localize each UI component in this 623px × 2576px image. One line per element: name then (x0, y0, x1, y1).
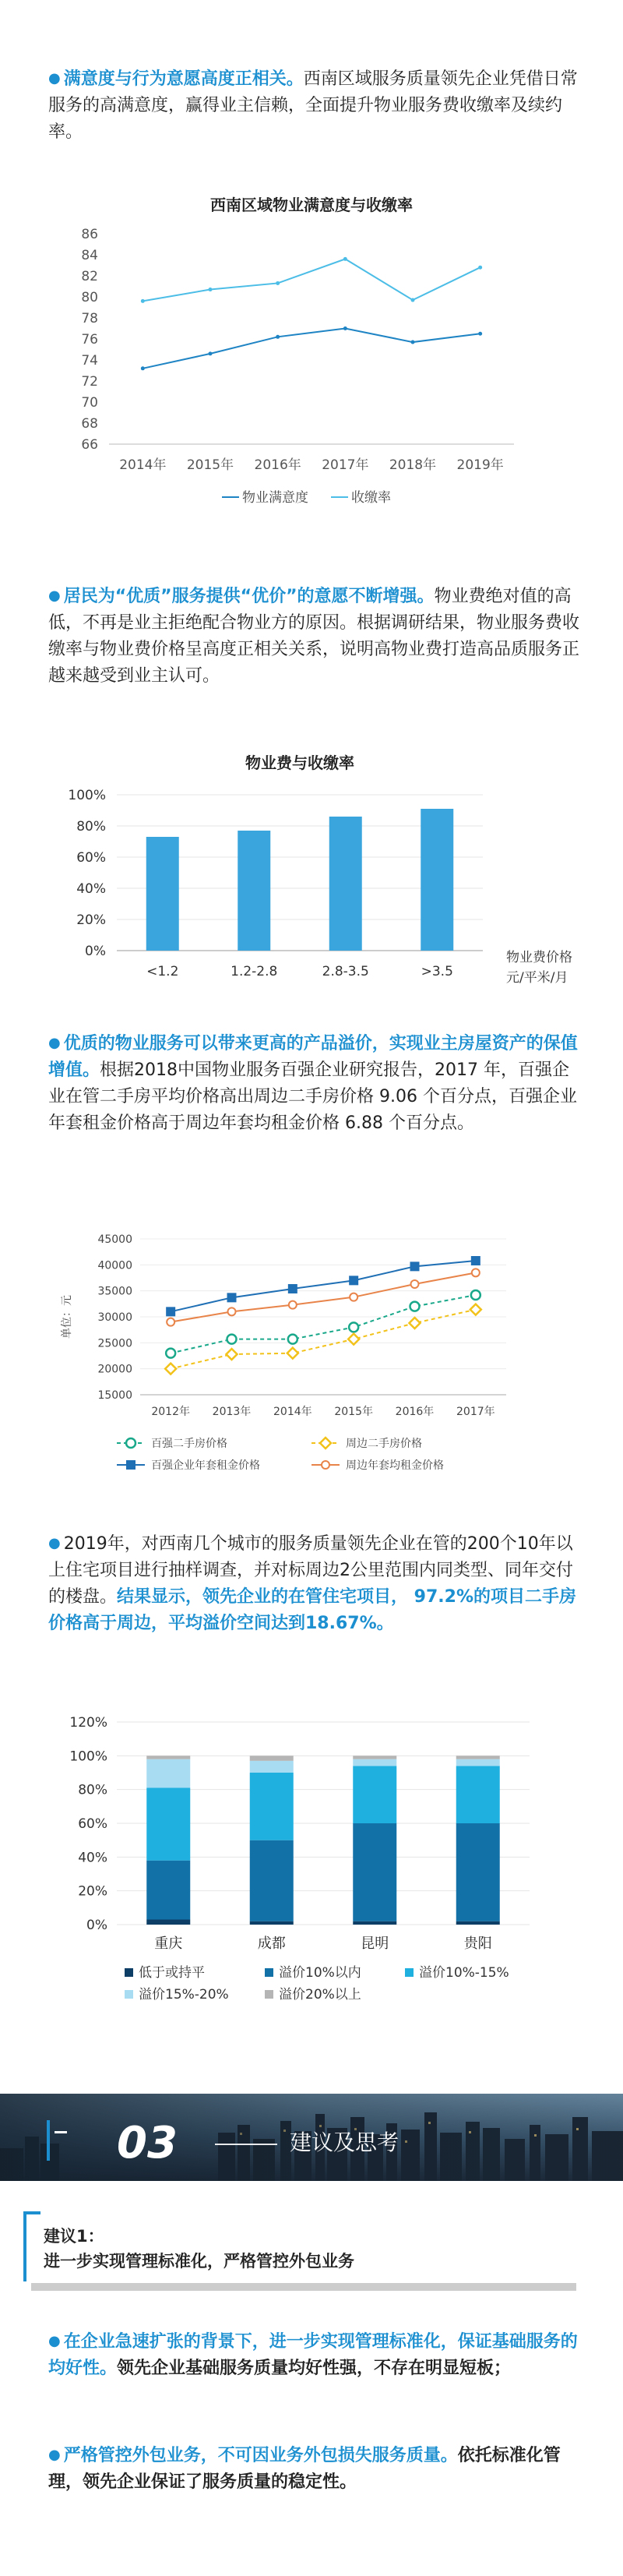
legend-label: 低于或持平 (139, 1965, 205, 1981)
section1-highlight: 满意度与行为意愿高度正相关。 (63, 69, 304, 89)
section4-text: 2019年，对西南几个城市的服务质量领先企业在管的200个10年以上住宅项目进行抽样调查，并对标周边2公里范围内同类型、同年交付的楼盘。 (48, 1534, 573, 1607)
bullet-2-text: 依托标准化管理，领先企业保证了服务质量的稳定性。 (48, 2446, 561, 2492)
bar (146, 837, 179, 951)
x-tick-label: 2017年 (322, 457, 369, 473)
x-tick-label: 2016年 (254, 457, 301, 473)
y-tick-label: 60% (76, 850, 106, 866)
bar-segment (250, 1921, 294, 1925)
x-tick-label: 2018年 (389, 457, 437, 473)
y-tick-label: 20% (78, 1883, 107, 1900)
y-tick-label: 86 (81, 227, 98, 242)
legend-swatch (125, 1990, 133, 1999)
section2-highlight: 居民为“优质”服务提供“优价”的意愿不断增强。 (63, 587, 435, 606)
y-tick-label: 30000 (97, 1311, 132, 1324)
x-tick-label: 2014年 (273, 1406, 312, 1418)
data-point (209, 288, 213, 291)
data-point (478, 266, 482, 270)
legend-label: 收缴率 (351, 490, 391, 506)
marker-circle (126, 1438, 136, 1448)
marker-square (410, 1262, 420, 1271)
bar (329, 817, 362, 951)
series-line-2 (143, 259, 480, 301)
x-tick-label: 2.8-3.5 (322, 964, 369, 979)
banner-title: 建议及思考 (290, 2130, 399, 2155)
y-tick-label: 20000 (97, 1363, 132, 1376)
section1-text: 西南区域服务质量领先企业凭借日常服务的高满意度，赢得业主信赖，全面提升物业服务费收缴率及续约率。 (48, 69, 578, 142)
marker-circle (349, 1322, 358, 1332)
bullet-1-highlight: 在企业急速扩张的背景下，进一步实现管理标准化，保证基础服务的均好性。 (48, 2332, 578, 2378)
legend-label: 溢价10%以内 (279, 1965, 361, 1981)
marker-dot (228, 1307, 236, 1315)
series-line-1 (171, 1295, 476, 1353)
suggestion-box (23, 2211, 578, 2292)
section3-text: 根据2018中国物业服务百强企业研究报告，2017 年，百强企业在管二手房平均价格高出周边二手房价格 9.06 个百分点，百强企业年套租金价格高于周边年套均租金价格 6.88 个百分点。 (48, 1060, 577, 1133)
legend-label: 百强二手房价格 (151, 1438, 227, 1450)
legend-swatch (265, 1968, 273, 1977)
bar-segment (146, 1756, 190, 1759)
marker-square (349, 1276, 358, 1285)
bar (238, 831, 270, 951)
legend-label: 周边二手房价格 (346, 1438, 422, 1450)
legend-label: 物业满意度 (242, 490, 308, 506)
data-point (276, 335, 280, 339)
y-tick-label: 66 (81, 437, 98, 453)
bar-segment (146, 1920, 190, 1925)
y-tick-label: 68 (81, 416, 98, 432)
marker-dot (322, 1461, 329, 1469)
legend-swatch (265, 1990, 273, 1999)
series-line-2 (171, 1310, 476, 1369)
marker-diamond (320, 1438, 331, 1449)
legend-label: 百强企业年套租金价格 (151, 1459, 260, 1472)
y-tick-label: 45000 (97, 1233, 132, 1246)
bar-segment (456, 1766, 500, 1823)
y-tick-label: 80 (81, 290, 98, 305)
bar-segment (353, 1766, 396, 1823)
series-line-1 (143, 329, 480, 369)
bullet-dot-icon: ● (48, 2333, 61, 2349)
city-skyline-image (0, 2094, 623, 2181)
bullet-dot-icon: ● (48, 1535, 61, 1551)
y-tick-label: 100% (69, 1749, 107, 1765)
x-tick-label: 2016年 (395, 1406, 435, 1418)
bullet-2-highlight: 严格管控外包业务，不可因业务外包损失服务质量。 (63, 2446, 458, 2465)
marker-circle (410, 1302, 420, 1311)
bar (421, 809, 453, 951)
x-tick-label: 2012年 (151, 1406, 190, 1418)
y-tick-label: 72 (81, 374, 98, 390)
marker-circle (166, 1349, 175, 1358)
bar-segment (250, 1773, 294, 1840)
bar-segment (250, 1756, 294, 1761)
section3-paragraph (48, 1030, 586, 1137)
y-tick-label: 40000 (97, 1259, 132, 1272)
price-line-chart (0, 1223, 623, 1504)
legend-label: 溢价15%-20% (139, 1987, 229, 2003)
y-tick-label: 35000 (97, 1285, 132, 1298)
section1-paragraph (48, 65, 586, 146)
marker-diamond (165, 1364, 176, 1374)
bullet-dot-icon: ● (48, 2447, 61, 2463)
marker-diamond (410, 1318, 421, 1329)
bar-segment (456, 1759, 500, 1766)
x-tick-label: >3.5 (421, 964, 453, 979)
y-tick-label: 80% (78, 1782, 107, 1798)
marker-square (288, 1284, 297, 1293)
data-point (478, 332, 482, 336)
x-tick-label: 2019年 (456, 457, 504, 473)
marker-dot (167, 1318, 174, 1326)
x-tick-label: 1.2-2.8 (231, 964, 278, 979)
x-tick-label: 2017年 (456, 1406, 495, 1418)
marker-circle (471, 1290, 480, 1300)
marker-dot (350, 1293, 357, 1301)
premium-stacked-chart (0, 1699, 623, 2049)
legend-label: 周边年套均租金价格 (346, 1459, 444, 1472)
x-tick-label: 昆明 (361, 1936, 389, 1952)
y-tick-label: 120% (69, 1715, 107, 1731)
bullet-2 (48, 2442, 586, 2496)
marker-circle (288, 1335, 297, 1344)
marker-dot (472, 1269, 480, 1276)
bullet-dot-icon: ● (48, 70, 61, 86)
x-tick-label: 2015年 (186, 457, 234, 473)
series-line-3 (171, 1261, 476, 1311)
marker-square (126, 1460, 136, 1470)
bar-segment (353, 1921, 396, 1925)
y-tick-label: 74 (81, 353, 98, 369)
suggestion-title: 进一步实现管理标准化，严格管控外包业务 (44, 2252, 354, 2271)
marker-dot (411, 1280, 419, 1288)
bar-segment (353, 1756, 396, 1759)
x-tick-label: 2013年 (212, 1406, 252, 1418)
data-point (343, 257, 347, 261)
x-tick-label: 成都 (257, 1936, 286, 1952)
legend-swatch (405, 1968, 414, 1977)
y-tick-label: 78 (81, 311, 98, 326)
banner-number: 03 (117, 2118, 178, 2168)
marker-square (166, 1307, 175, 1316)
section2-text: 物业费绝对值的高低，不再是业主拒绝配合物业方的原因。根据调研结果，物业服务费收缴率与物业费价格呈高度正相关关系，说明高物业费打造高品质服务正越来越受到业主认可。 (48, 587, 580, 686)
bar-segment (456, 1756, 500, 1759)
x-tick-label: <1.2 (146, 964, 179, 979)
y-tick-label: 60% (78, 1816, 107, 1832)
section3-highlight: 优质的物业服务可以带来更高的产品溢价，实现业主房屋资产的保值增值。 (48, 1034, 578, 1080)
bar-segment (146, 1861, 190, 1920)
bullet-1 (48, 2328, 586, 2382)
x-tick-label: 2015年 (334, 1406, 373, 1418)
bar-segment (146, 1788, 190, 1861)
bar-segment (456, 1823, 500, 1921)
y-tick-label: 25000 (97, 1337, 132, 1350)
bar-segment (353, 1759, 396, 1766)
bar-segment (250, 1840, 294, 1921)
section2-paragraph (48, 583, 586, 690)
bullet-1-text: 领先企业基础服务质量均好性强，不存在明显短板； (117, 2359, 512, 2378)
marker-diamond (287, 1348, 298, 1359)
data-point (411, 341, 415, 344)
chart1-title: 西南区域物业满意度与收缴率 (210, 196, 413, 214)
y-tick-label: 20% (76, 912, 106, 928)
x-axis-label-unit: 元/平米/月 (506, 970, 568, 986)
section4-paragraph (48, 1530, 586, 1637)
series-line-4 (171, 1272, 476, 1322)
bullet-dot-icon: ● (48, 1035, 61, 1051)
data-point (141, 366, 145, 370)
y-tick-label: 76 (81, 332, 98, 348)
bar-segment (146, 1759, 190, 1788)
bar-segment (353, 1823, 396, 1921)
y-tick-label: 80% (76, 819, 106, 835)
chart2-title: 物业费与收缴率 (245, 753, 354, 772)
marker-dot (289, 1301, 297, 1309)
bar-segment (456, 1921, 500, 1925)
y-tick-label: 100% (68, 788, 106, 803)
x-tick-label: 2014年 (119, 457, 167, 473)
marker-square (471, 1256, 480, 1265)
marker-square (227, 1293, 237, 1302)
y-tick-label: 15000 (97, 1389, 132, 1402)
y-tick-label: 0% (86, 1918, 107, 1933)
y-tick-label: 84 (81, 248, 98, 263)
y-tick-label: 40% (76, 881, 106, 897)
data-point (343, 326, 347, 330)
marker-diamond (470, 1304, 481, 1315)
y-axis-label: 单位：元 (61, 1295, 73, 1339)
legend-label: 溢价10%-15% (419, 1965, 509, 1981)
suggestion-label: 建议1： (44, 2227, 104, 2246)
data-point (209, 351, 213, 355)
marker-circle (227, 1335, 237, 1344)
x-axis-label: 物业费价格 (506, 950, 572, 965)
fee-bar-chart (0, 740, 623, 997)
bar-segment (250, 1761, 294, 1773)
section4-highlight: 结果显示，领先企业的在管住宅项目， 97.2%的项目二手房价格高于周边，平均溢价空间达到18.67%。 (48, 1587, 576, 1633)
satisfaction-line-chart (0, 187, 623, 514)
legend-swatch (125, 1968, 133, 1977)
bullet-dot-icon: ● (48, 588, 61, 604)
y-tick-label: 40% (78, 1850, 107, 1866)
y-tick-label: 0% (85, 944, 106, 959)
y-tick-label: 82 (81, 269, 98, 284)
data-point (411, 298, 415, 302)
legend-label: 溢价20%以上 (279, 1987, 361, 2003)
data-point (276, 281, 280, 285)
x-tick-label: 重庆 (154, 1936, 183, 1952)
section-banner (0, 2094, 623, 2181)
marker-diamond (227, 1349, 238, 1360)
data-point (141, 299, 145, 303)
y-tick-label: 70 (81, 395, 98, 411)
x-tick-label: 贵阳 (463, 1936, 492, 1952)
